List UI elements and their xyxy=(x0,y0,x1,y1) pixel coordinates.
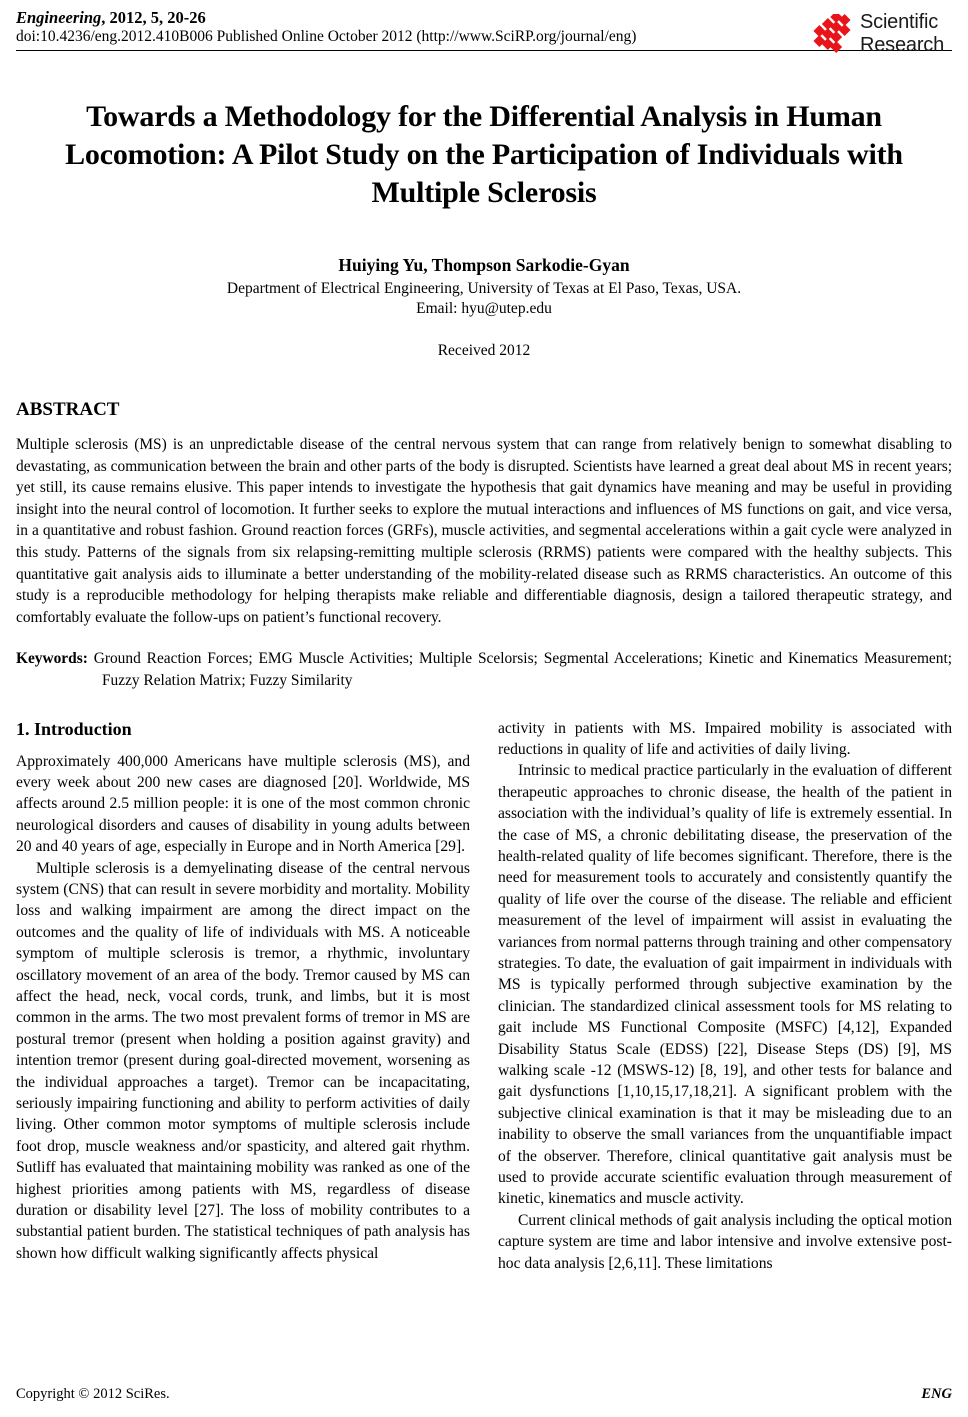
received-date: Received 2012 xyxy=(437,342,531,359)
keywords-block xyxy=(16,648,952,691)
publisher-name-line1: Scientific xyxy=(860,11,939,33)
abstract-text: Multiple sclerosis (MS) is an unpredictable disease of the central nervous system that can range from relatively benign to somewhat disabling to devastating, as communication between the brain and other parts of the body is disrupted. Scientists have learned a great deal about MS in recent years; yet still, its cause remains elusive. This paper intends to investigate the hypothesis that gait dynamics have meaning and may be useful in providing insight into the neural control of locomotion. It further seeks to explore the mutual interactions and influences of MS functions on gait, and vice versa, in a quantitative and robust fashion. Ground reaction forces (GRFs), muscle activities, and segmental accelerations within a gait cycle were analyzed in this study. Patterns of the signals from six relapsing-remitting multiple sclerosis (RRMS) patients were compared with the healthy subjects. This quantitative gait analysis aids to illuminate a better understanding of the mobility-related disease such as RRMS characteristics. An outcome of this study is a reproducible methodology for helping therapists make reliable and differentiable diagnosis, design a tailored therapeutic strategy, and comfortably evaluate the follow-ups on patient’s functional recovery. xyxy=(16,436,952,626)
left-column xyxy=(16,718,470,1275)
doi-line: doi:10.4236/eng.2012.410B006 Published Online October 2012 (http://www.SciRP.org/journal/eng) xyxy=(16,28,637,45)
publisher-logo xyxy=(812,10,952,60)
paragraph: Current clinical methods of gait analysis including the optical motion capture system are time and labor intensive and involve extensive post-hoc data analysis [2,6,11]. These limitations xyxy=(498,1211,952,1272)
body-columns xyxy=(16,718,952,1275)
article-title: Towards a Methodology for the Differential Analysis in Human Locomotion: A Pilot Study on the Participation of Individuals with Multiple Sclerosis xyxy=(65,100,903,209)
publisher-name-line2: Research xyxy=(860,33,944,56)
paragraph: Approximately 400,000 Americans have multiple sclerosis (MS), and every week about 200 new cases are diagnosed [20]. Worldwide, MS affects around 2.5 million people: it is one of the most common chronic neurological disorders and causes of disability in young adults between 20 and 40 years of age, especially in Europe and in North America [29]. xyxy=(16,752,470,856)
paragraph: activity in patients with MS. Impaired mobility is associated with reductions in quality of life and activities of daily living. xyxy=(498,719,952,758)
abstract-heading: ABSTRACT xyxy=(16,399,120,420)
right-column xyxy=(498,718,952,1275)
paragraph: Multiple sclerosis is a demyelinating disease of the central nervous system (CNS) that can result in severe morbidity and mortality. Mobility loss and walking impairment are among the direct impact on the outcomes and the quality of life of individuals with MS. A noticeable symptom of multiple sclerosis is tremor, a rhythmic, involuntary oscillatory movement of an area of the body. Tremor caused by MS can affect the head, neck, vocal cords, trunk, and limbs, but it is most common in the arms. The two most prevalent forms of tremor in MS are postural tremor (present when holding a position against gravity) and intention tremor (present during goal-directed movement, worsening as the individual approaches a target). Tremor can be incapacitating, seriously impairing functioning and ability to perform activities of daily living. Other common motor symptoms of multiple sclerosis include foot drop, muscle weakness and/or spasticity, and altered gait rhythm. Sutliff has evaluated that maintaining mobility was ranked as one of the highest priorities among patients with MS, regardless of disease duration or disability level [27]. The loss of mobility contributes to a substantial patient burden. The statistical techniques of path analysis has shown how difficult walking significantly affects physical xyxy=(16,859,470,1262)
contact-email: Email: hyu@utep.edu xyxy=(416,300,552,317)
journal-citation-rest: , 2012, 5, 20-26 xyxy=(101,8,206,27)
affiliation: Department of Electrical Engineering, University of Texas at El Paso, Texas, USA. xyxy=(226,280,742,297)
journal-abbreviation: ENG xyxy=(921,1386,952,1402)
journal-name: Engineering xyxy=(16,8,102,27)
page-footer xyxy=(16,1385,952,1403)
copyright-notice: Copyright © 2012 SciRes. xyxy=(16,1386,170,1402)
paragraph: Intrinsic to medical practice particularly in the evaluation of different therapeutic approaches to chronic disease, the health of the patient in association with the individual’s quality of life is extremely essential. In the case of MS, a chronic debilitating disease, the preservation of the health-related quality of life becomes significant. Therefore, there is the need for measurement tools to accurately and consistently quantify the quality of life over the course of the disease. The reliable and efficient measurement of the level of impairment will assist in evaluating the variances from normal patterns through training and other compensatory strategies. To date, the evaluation of gait impairment in individuals with MS is typically performed through subjective examination by the clinician. The standardized clinical assessment tools for MS relating to gait include MS Functional Composite (MSFC) [4,12], Expanded Disability Status Scale (EDSS) [22], Disease Steps (DS) [9], MS walking scale -12 (MSWS-12) [8, 19], and other tests for balance and gait dysfunctions [1,10,15,17,18,21]. A significant problem with the subjective clinical examination is that it may be misleading due to an inability to observe the small variances from the unquantifiable impact of the observer. Therefore, clinical quantitative gait analysis must be used to provide accurate scientific evaluation through measurement of kinetic, kinematics and muscle activity. xyxy=(498,762,952,1208)
section-heading-introduction: 1. Introduction xyxy=(16,718,132,739)
author-list: Huiying Yu, Thompson Sarkodie-Gyan xyxy=(338,255,630,275)
keywords-text: Ground Reaction Forces; EMG Muscle Activities; Multiple Scelorsis; Segmental Accelerations; Kinetic and Kinematics Measurement; Fuzzy Relation Matrix; Fuzzy Similarity xyxy=(87,650,952,689)
keywords-label: Keywords: xyxy=(16,650,88,668)
publisher-name xyxy=(860,11,944,56)
running-head xyxy=(16,8,952,62)
scirp-diamonds-icon xyxy=(812,14,856,56)
